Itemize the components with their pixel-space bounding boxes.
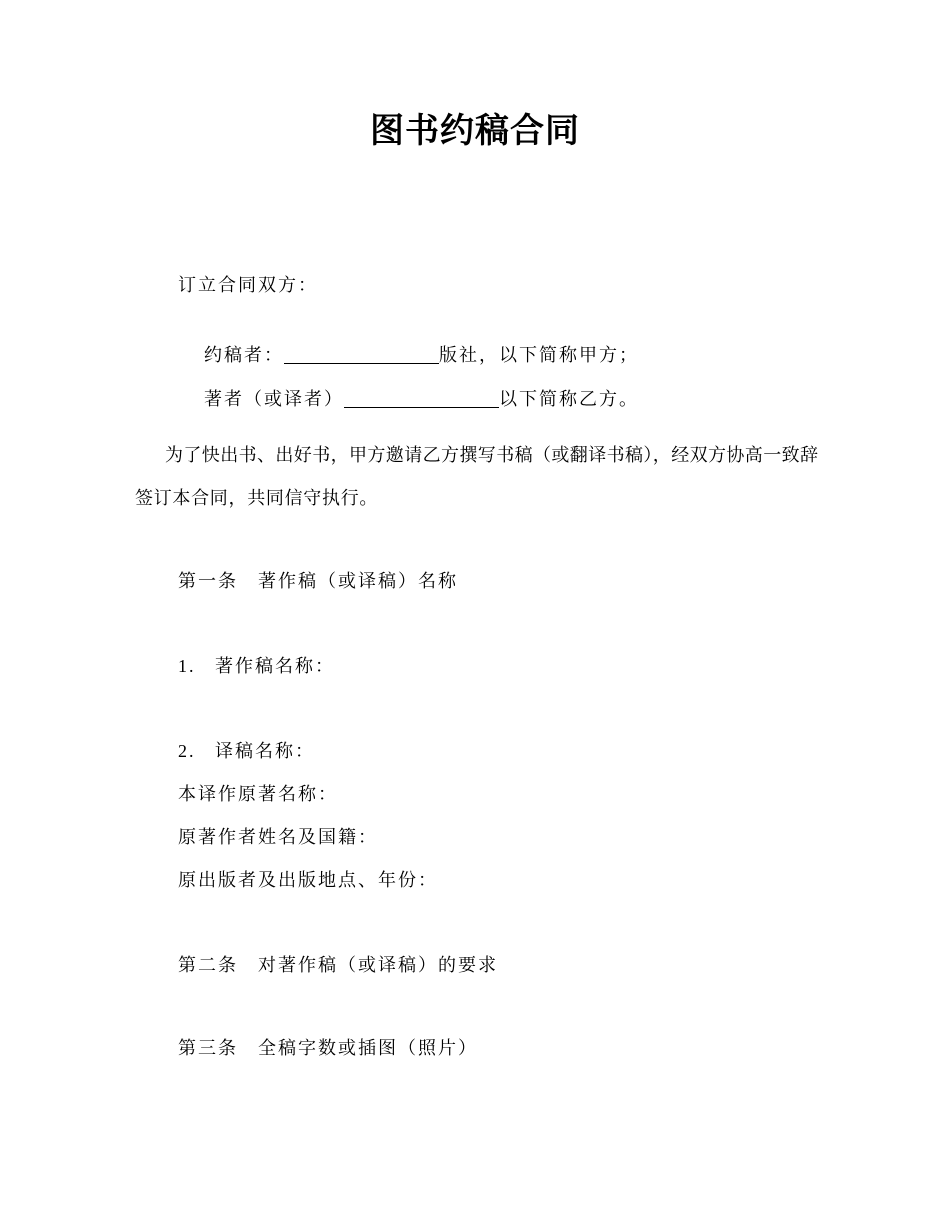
party-b-label: 著者（或译者） (204, 389, 344, 409)
document-title: 图书约稿合同 (370, 111, 580, 151)
party-b-suffix: 以下简称乙方。 (499, 389, 639, 409)
preamble-line-2: 签订本合同，共同信守执行。 (135, 488, 379, 508)
original-author-nationality-line: 原著作者姓名及国籍： (178, 827, 378, 847)
party-b-line (178, 360, 639, 438)
article-3-heading: 第三条 全稿字数或插图（照片） (178, 1038, 478, 1058)
party-a-label: 约稿者： (204, 345, 284, 365)
translation-original-title-line: 本译作原著名称： (178, 784, 338, 804)
preamble-line-1: 为了快出书、出好书，甲方邀请乙方撰写书稿（或翻译书稿），经双方协高一致辞 (165, 445, 819, 465)
original-publisher-line: 原出版者及出版地点、年份： (178, 870, 438, 890)
article-2-heading: 第二条 对著作稿（或译稿）的要求 (178, 955, 498, 975)
parties-intro-line: 订立合同双方： (178, 275, 318, 295)
party-b-blank-field[interactable] (344, 387, 499, 408)
party-a-suffix: 版社，以下简称甲方； (439, 345, 639, 365)
article-1-item-2: 2. 译稿名称： (178, 741, 315, 761)
article-1-item-1: 1. 著作稿名称： (178, 656, 335, 676)
article-1-heading: 第一条 著作稿（或译稿）名称 (178, 571, 458, 591)
